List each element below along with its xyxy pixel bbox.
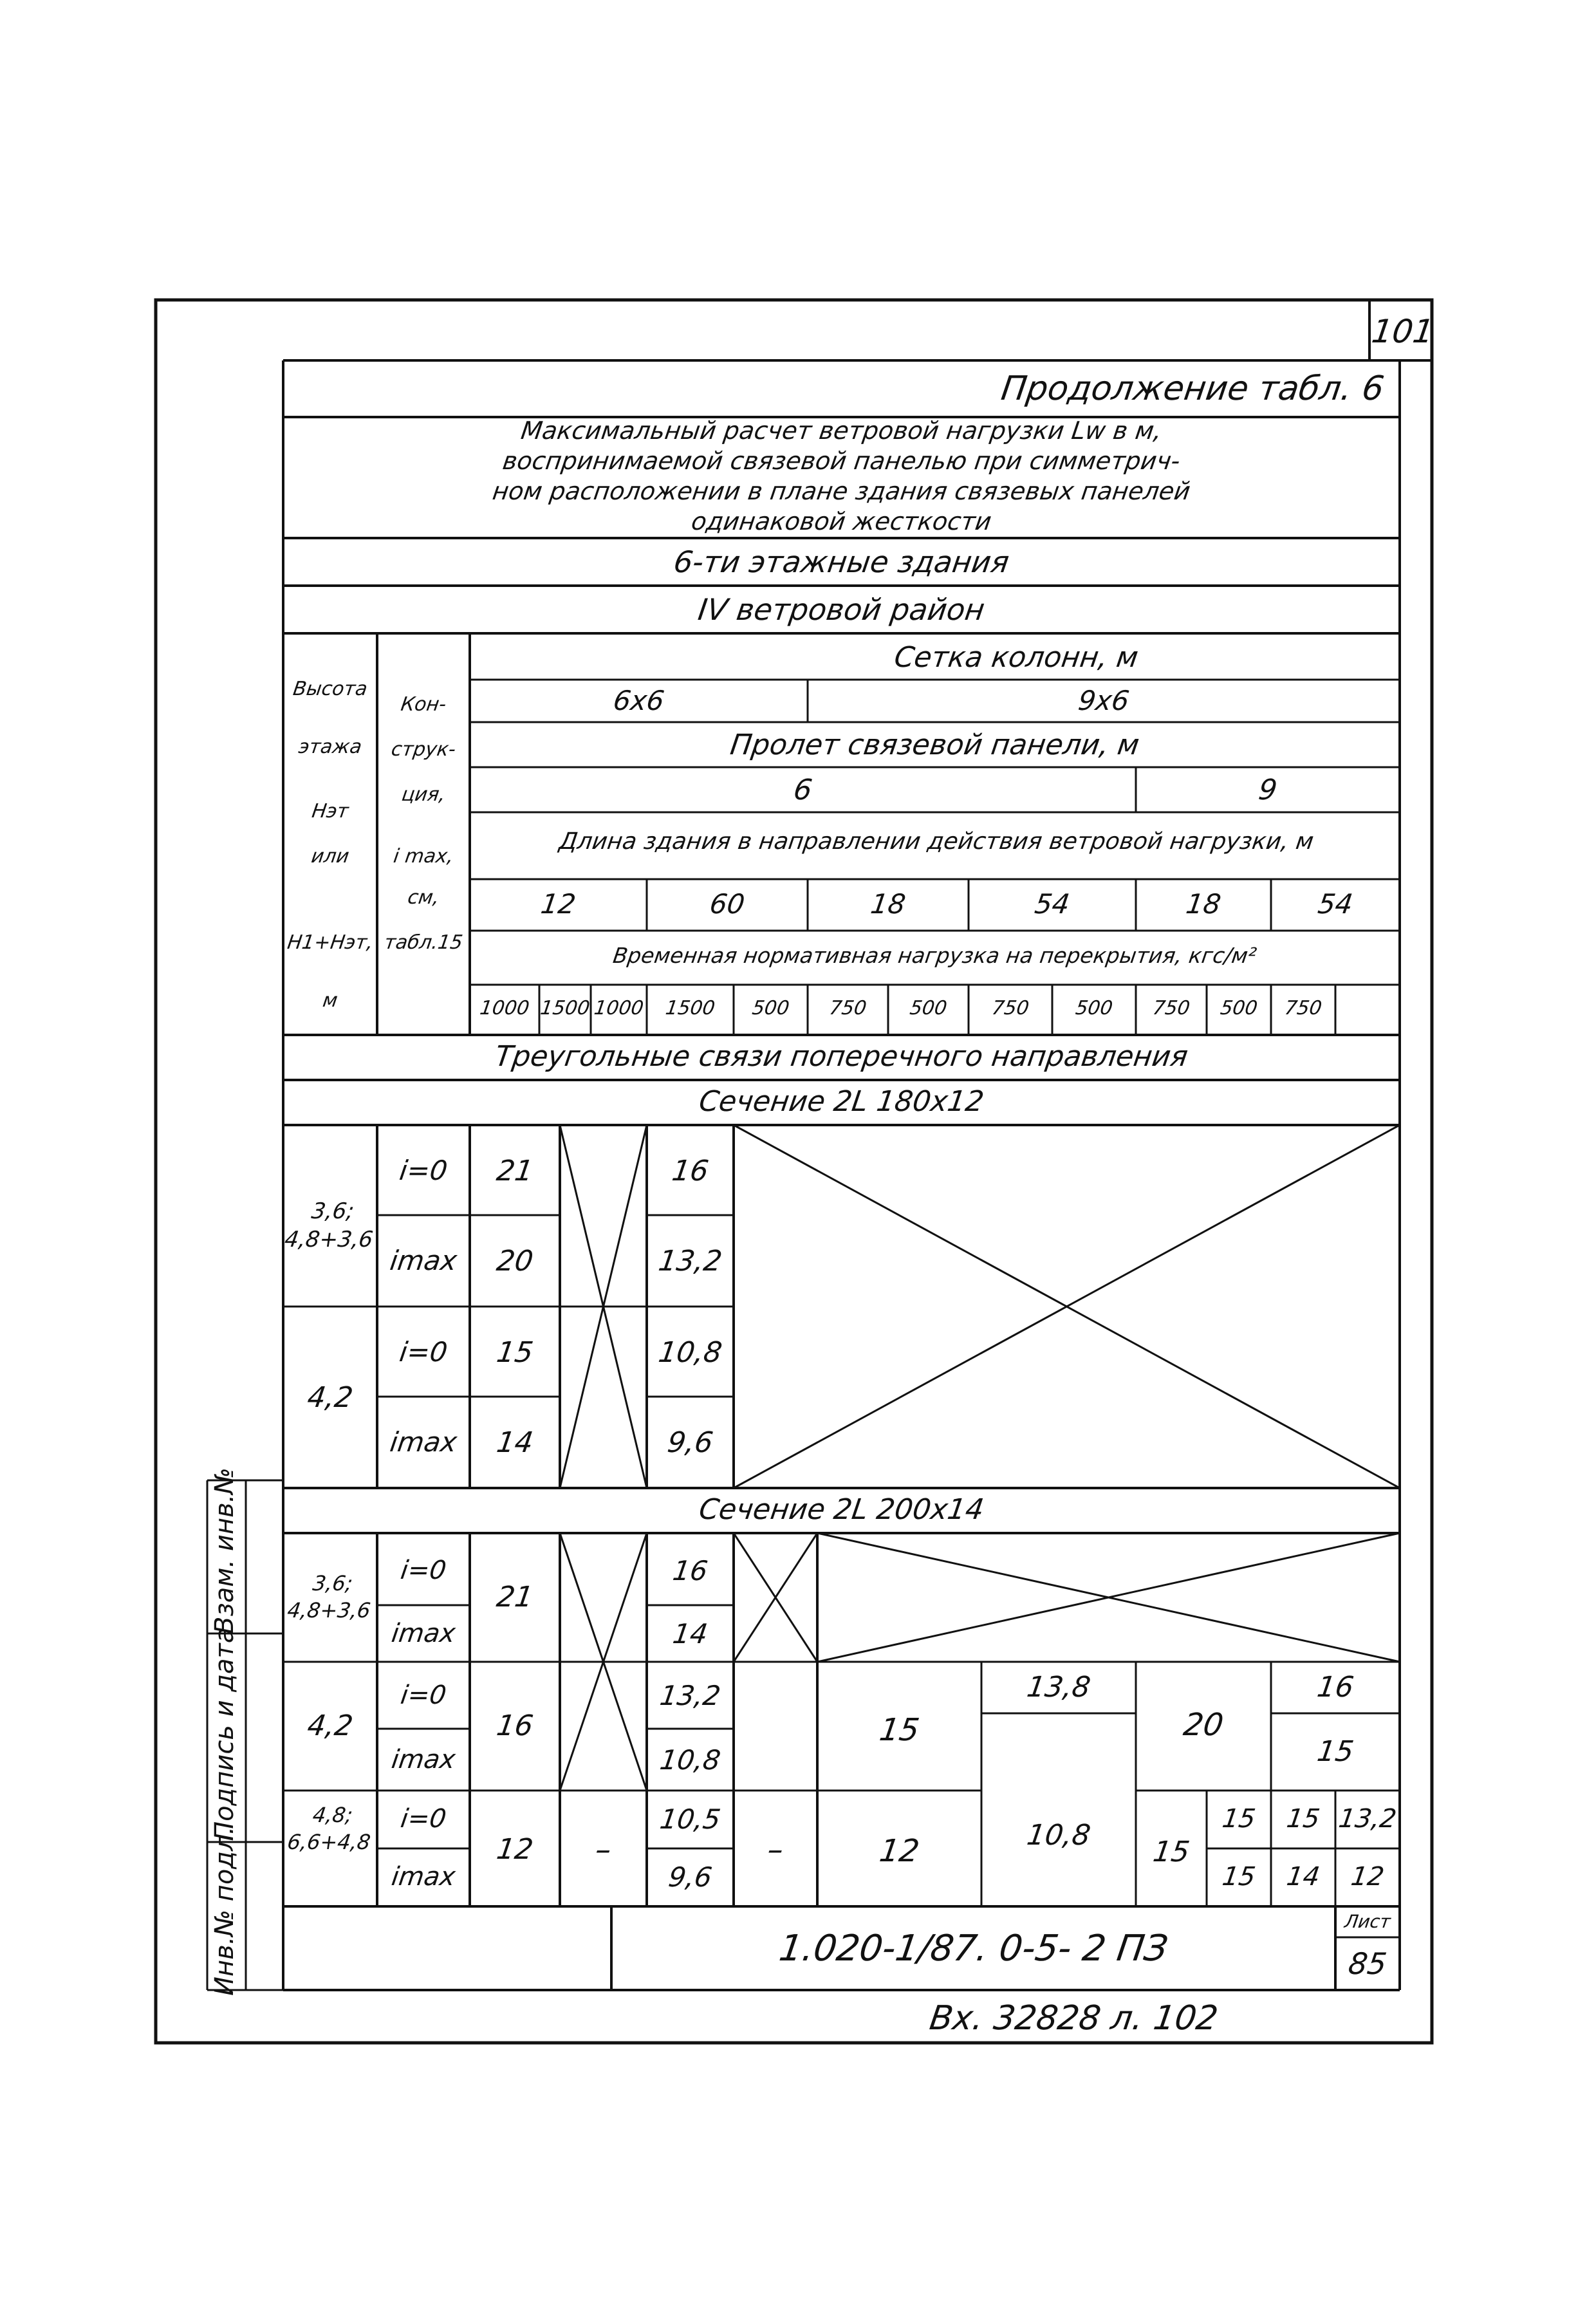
side-stamp-replacement: Взам. инв.№ <box>210 1467 239 1634</box>
table-cell: 16 <box>494 1709 535 1742</box>
caption-line-1: Максимальный расчет ветровой нагрузки Lw в м, <box>519 416 1164 445</box>
column-grid-title: Сетка колонн, м <box>892 641 1140 674</box>
building-length: 18 <box>868 888 908 920</box>
floor-load: 1000 <box>592 997 645 1019</box>
table-cell: 15 <box>1285 1804 1322 1834</box>
table-cell: 16 <box>669 1155 711 1187</box>
section-2-title: Сечение 2L 200х14 <box>697 1493 987 1526</box>
bracing-group-title: Треугольные связи поперечного направления <box>493 1040 1191 1073</box>
floor-load: 500 <box>908 997 949 1019</box>
construction-type: i=0 <box>398 1804 449 1834</box>
floor-load: 500 <box>1218 997 1259 1019</box>
height-header-line: Н1+Нэт, <box>286 931 375 954</box>
construction-type: imax <box>388 1426 459 1458</box>
building-length-title: Длина здания в направлении действия ветровой нагрузки, м <box>557 828 1315 855</box>
table-cell: 20 <box>494 1245 535 1278</box>
building-length: 12 <box>539 888 578 920</box>
document-code: 1.020-1/87. 0-5- 2 ПЗ <box>776 1928 1171 1969</box>
height-header-line: м <box>321 989 339 1012</box>
floor-load: 500 <box>750 997 791 1019</box>
construction-type: imax <box>389 1745 458 1774</box>
column-grid-value: 9х6 <box>1076 685 1131 716</box>
construction-type: imax <box>388 1245 459 1276</box>
side-stamp-inventory: Инв.№ подл. <box>210 1826 239 1996</box>
section-1-title: Сечение 2L 180х12 <box>697 1085 987 1118</box>
row-height: 3,6; 4,8+3,6 <box>283 1198 375 1253</box>
table-cell: 12 <box>1349 1862 1386 1892</box>
table-cell: 10,8 <box>656 1336 725 1369</box>
table-cell: 21 <box>494 1155 535 1187</box>
registration-note: Вх. 32828 л. 102 <box>927 1999 1221 2038</box>
table-cell: 14 <box>671 1618 710 1650</box>
floor-load: 750 <box>1283 997 1324 1019</box>
floor-load: 750 <box>828 997 868 1019</box>
table-cell: 16 <box>1315 1671 1356 1704</box>
caption-line-3: ном расположении в плане здания связевых панелей <box>490 477 1192 505</box>
table-cell: 21 <box>494 1581 535 1614</box>
panel-span-value: 6 <box>791 774 815 806</box>
building-length: 60 <box>707 888 747 920</box>
table-cell: 13,2 <box>658 1680 723 1711</box>
construction-type: i=0 <box>397 1336 450 1368</box>
table-cell: 12 <box>494 1833 535 1866</box>
caption-line-2: воспринимаемой связевой панелью при симметрич- <box>501 447 1182 475</box>
page-number: 101 <box>1369 313 1436 350</box>
floor-load: 1500 <box>539 997 591 1019</box>
side-stamp-signature: Подпись и дата <box>210 1627 239 1841</box>
sheet-label: Лист <box>1343 1911 1392 1932</box>
construction-type: imax <box>389 1619 458 1648</box>
building-length: 18 <box>1183 888 1223 920</box>
table-cell: 15 <box>1220 1862 1257 1892</box>
construction-header-line: i max, <box>392 845 455 868</box>
table-cell: 9,6 <box>665 1426 716 1459</box>
floor-load-title: Временная нормативная нагрузка на перекрытия, кгс/м² <box>611 943 1258 968</box>
table-cell: 13,2 <box>656 1245 725 1278</box>
height-header-line: Нэт <box>310 800 350 823</box>
table-cell: 9,6 <box>666 1861 714 1893</box>
table-cell: 15 <box>494 1336 535 1369</box>
table-cell: 12 <box>877 1833 922 1869</box>
table-cell: 14 <box>494 1426 535 1459</box>
construction-header-line: см, <box>406 886 441 909</box>
building-length: 54 <box>1032 888 1072 920</box>
building-type: 6-ти этажные здания <box>671 544 1012 579</box>
height-header-line: или <box>310 845 351 868</box>
construction-header-line: ция, <box>400 783 447 806</box>
floor-load: 750 <box>1151 997 1192 1019</box>
column-grid-value: 6х6 <box>611 685 667 716</box>
floor-load: 750 <box>990 997 1031 1019</box>
table-cell: – <box>593 1832 614 1868</box>
table-cell: 13,2 <box>1337 1804 1398 1834</box>
floor-load: 1000 <box>478 997 531 1019</box>
height-header-line: Высота <box>292 678 369 700</box>
row-height: 4,2 <box>305 1709 355 1742</box>
table-cell: 20 <box>1181 1707 1226 1743</box>
table-cell: 10,8 <box>1025 1819 1093 1852</box>
caption-line-4: одинаковой жесткости <box>689 507 994 535</box>
floor-load: 1500 <box>663 997 717 1019</box>
row-height: 3,6; 4,8+3,6 <box>286 1571 373 1623</box>
table-cell: 15 <box>1151 1836 1192 1868</box>
table-cell: 15 <box>1315 1735 1356 1768</box>
building-length: 54 <box>1315 888 1355 920</box>
table-cell: 14 <box>1285 1862 1322 1892</box>
table-cell: 15 <box>877 1712 922 1748</box>
row-height: 4,8; 6,6+4,8 <box>286 1803 373 1854</box>
table-continuation: Продолжение табл. 6 <box>999 369 1387 408</box>
construction-type: i=0 <box>398 1680 449 1710</box>
table-cell: 15 <box>1220 1804 1257 1834</box>
table-cell: 13,8 <box>1025 1671 1093 1704</box>
table-cell: – <box>765 1832 786 1868</box>
floor-load: 500 <box>1073 997 1115 1019</box>
construction-header-line: Кон- <box>399 693 448 716</box>
sheet-number: 85 <box>1346 1946 1389 1981</box>
panel-span-value: 9 <box>1256 774 1279 806</box>
table-cell: 10,5 <box>658 1803 723 1835</box>
table-cell: 16 <box>671 1555 710 1587</box>
panel-span-title: Пролет связевой панели, м <box>728 729 1142 761</box>
table-cell: 10,8 <box>658 1744 723 1776</box>
height-header-line: этажа <box>297 736 364 758</box>
construction-type: i=0 <box>397 1155 450 1186</box>
row-height: 4,2 <box>305 1381 355 1414</box>
construction-type: i=0 <box>398 1556 449 1585</box>
wind-region: IV ветровой район <box>696 592 987 627</box>
construction-header-line: струк- <box>389 738 458 761</box>
construction-header-line: табл.15 <box>382 931 465 954</box>
construction-type: imax <box>389 1862 458 1892</box>
